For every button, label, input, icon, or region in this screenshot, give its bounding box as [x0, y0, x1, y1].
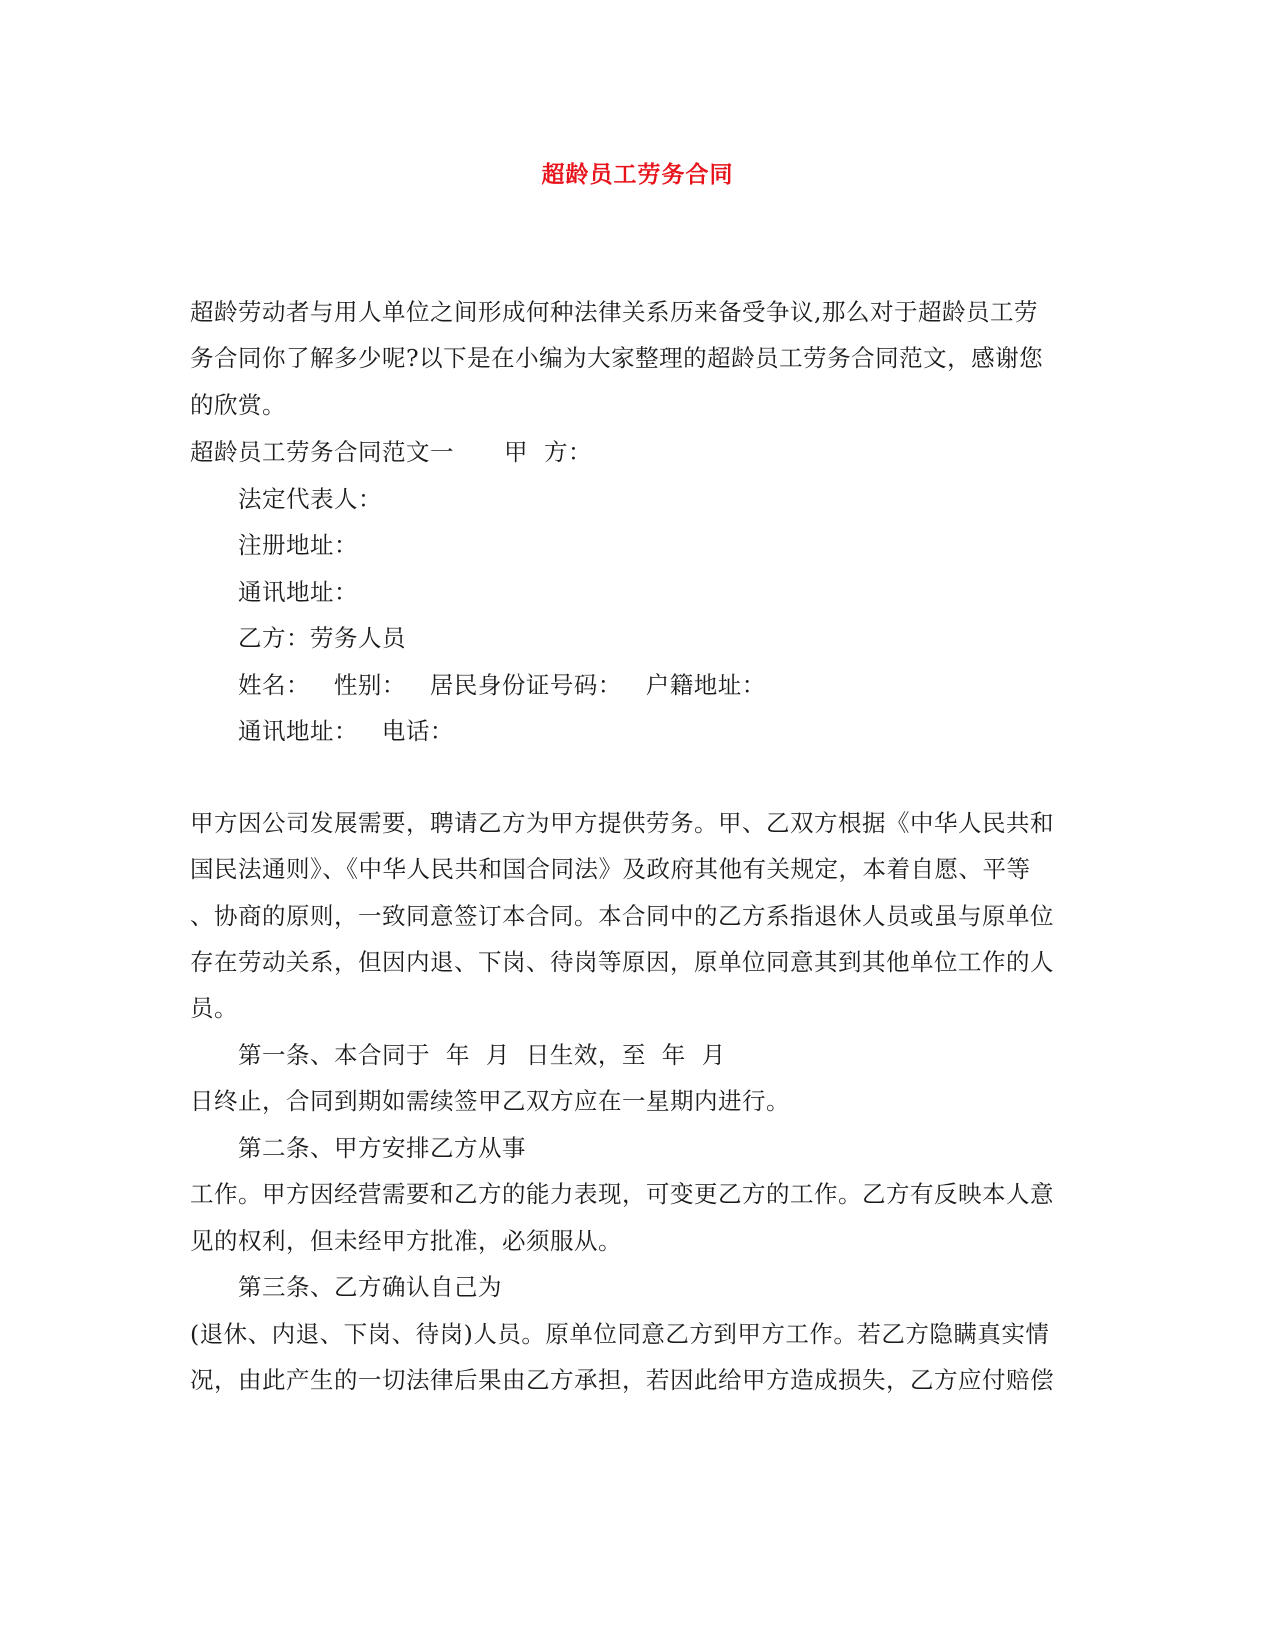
- preamble-line-1: 甲方因公司发展需要，聘请乙方为甲方提供劳务。甲、乙双方根据《中华人民共和: [190, 809, 1054, 837]
- sample-heading-line: [190, 437, 592, 467]
- field-contact: 通讯地址： 电话：: [238, 717, 454, 745]
- article-2-line-2: 工作。甲方因经营需要和乙方的能力表现，可变更乙方的工作。乙方有反映本人意: [190, 1180, 1054, 1208]
- preamble-line-3: 、协商的原则，一致同意签订本合同。本合同中的乙方系指退休人员或虽与原单位: [190, 902, 1054, 930]
- party-a-label: 甲 方：: [504, 438, 592, 466]
- field-legal-rep: 法定代表人：: [238, 485, 382, 513]
- field-party-b: 乙方：劳务人员: [238, 624, 406, 652]
- preamble-line-5: 员。: [190, 994, 238, 1022]
- article-2-first: 第二条、甲方安排乙方从事: [238, 1134, 526, 1162]
- sample-heading: 超龄员工劳务合同范文一: [190, 438, 454, 466]
- article-3-first: 第三条、乙方确认自己为: [238, 1273, 502, 1301]
- article-1-line-2: 日终止，合同到期如需续签甲乙双方应在一星期内进行。: [190, 1087, 790, 1115]
- field-personal-info: 姓名： 性别： 居民身份证号码： 户籍地址：: [238, 671, 766, 699]
- article-3-line-2: (退休、内退、下岗、待岗)人员。原单位同意乙方到甲方工作。若乙方隐瞒真实情: [190, 1320, 1050, 1348]
- field-mailing-address: 通讯地址：: [238, 578, 358, 606]
- article-2-line-3: 见的权利，但未经甲方批准，必须服从。: [190, 1227, 622, 1255]
- preamble-line-4: 存在劳动关系，但因内退、下岗、待岗等原因，原单位同意其到其他单位工作的人: [190, 948, 1054, 976]
- preamble-line-2: 国民法通则》、《中华人民共和国合同法》及政府其他有关规定，本着自愿、平等: [190, 855, 1031, 883]
- article-3-line-3: 况，由此产生的一切法律后果由乙方承担，若因此给甲方造成损失，乙方应付赔偿: [190, 1366, 1054, 1394]
- document-title: 超龄员工劳务合同: [541, 161, 734, 188]
- intro-line-2: 务合同你了解多少呢?以下是在小编为大家整理的超龄员工劳务合同范文，感谢您: [190, 344, 1044, 372]
- field-registered-address: 注册地址：: [238, 531, 358, 559]
- article-1-first: 第一条、本合同于 年 月 日生效，至 年 月: [238, 1041, 726, 1069]
- intro-line-3: 的欣赏。: [190, 391, 286, 419]
- intro-line-1: 超龄劳动者与用人单位之间形成何种法律关系历来备受争议,那么对于超龄员工劳: [190, 298, 1038, 326]
